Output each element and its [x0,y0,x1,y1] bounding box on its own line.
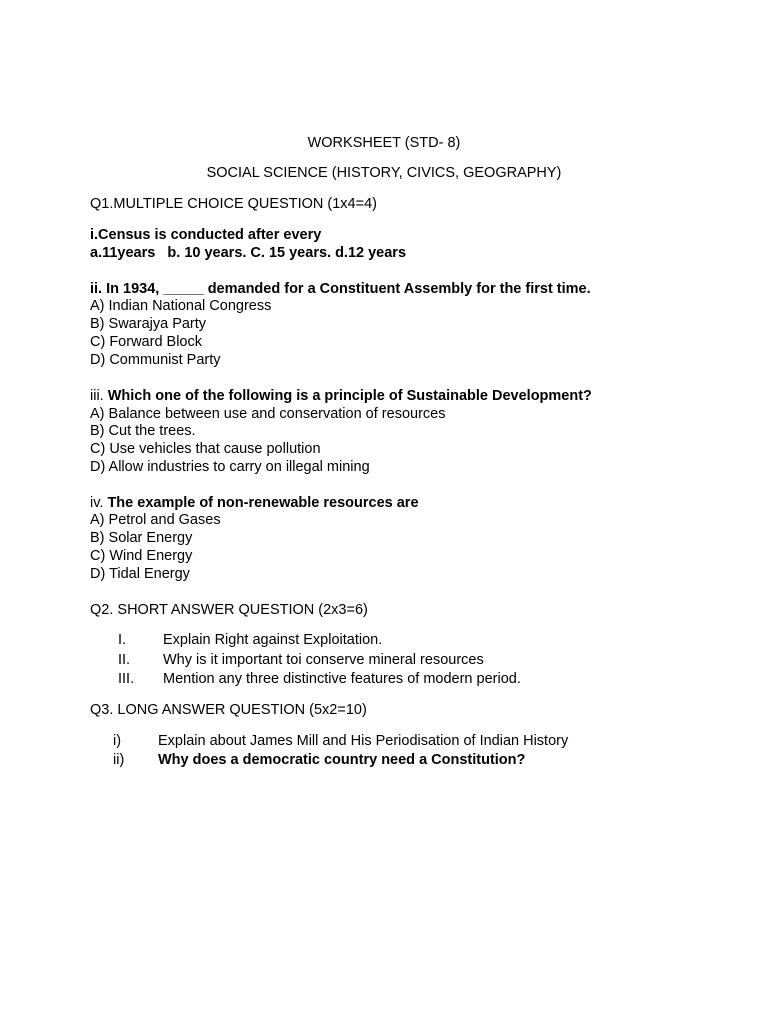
q1-heading: Q1.MULTIPLE CHOICE QUESTION (1x4=4) [90,196,377,212]
worksheet-subtitle: SOCIAL SCIENCE (HISTORY, CIVICS, GEOGRAPHY) [206,165,562,181]
q1-item-2-question: ii. In 1934, _____ demanded for a Constituent Assembly for the first time. [90,281,591,297]
q1-item-4-question: The example of non-renewable resources are [107,495,419,511]
q2-item-2-text: Why is it important toi conserve mineral resources [163,652,484,668]
q1-item-2-option-d: D) Communist Party [90,352,221,368]
q1-item-2-option-b: B) Swarajya Party [90,316,207,332]
q1-item-1-question: i.Census is conducted after every [90,227,322,243]
q2-item-3-text: Mention any three distinctive features of modern period. [163,671,521,687]
q1-item-3-question: Which one of the following is a principle of Sustainable Development? [107,388,592,404]
q1-item-4-option-d: D) Tidal Energy [90,566,190,582]
q2-item-2-number: II. [118,652,131,668]
q2-item-1-number: I. [118,632,127,648]
q1-item-3-prefix: iii. [90,388,108,404]
worksheet-title: WORKSHEET (STD- 8) [307,135,461,151]
q1-item-3-option-b: B) Cut the trees. [90,423,196,439]
q1-item-3-option-a: A) Balance between use and conservation of resources [90,406,446,422]
q1-item-3-option-d: D) Allow industries to carry on illegal mining [90,459,370,475]
q3-item-1-number: i) [113,733,122,749]
q1-item-4-option-a: A) Petrol and Gases [90,512,221,528]
q1-item-2-option-c: C) Forward Block [90,334,202,350]
q1-item-2-option-a: A) Indian National Congress [90,298,272,314]
q1-item-3-option-c: C) Use vehicles that cause pollution [90,441,321,457]
q1-item-4-question-line [90,494,419,512]
q1-item-4-option-c: C) Wind Energy [90,548,193,564]
q2-heading: Q2. SHORT ANSWER QUESTION (2x3=6) [90,602,368,618]
q1-item-4-prefix: iv. [90,495,108,511]
q3-item-2-text: Why does a democratic country need a Constitution? [158,752,526,768]
q2-item-1-text: Explain Right against Exploitation. [163,632,383,648]
q2-item-3-number: III. [118,671,135,687]
q3-item-2-number: ii) [113,752,125,768]
q1-item-4-option-b: B) Solar Energy [90,530,193,546]
q3-heading: Q3. LONG ANSWER QUESTION (5x2=10) [90,702,367,718]
q1-item-3-question-line [90,387,592,405]
q1-item-1-options: a.11years b. 10 years. C. 15 years. d.12 years [90,245,407,261]
q3-item-1-text: Explain about James Mill and His Periodisation of Indian History [158,733,569,749]
